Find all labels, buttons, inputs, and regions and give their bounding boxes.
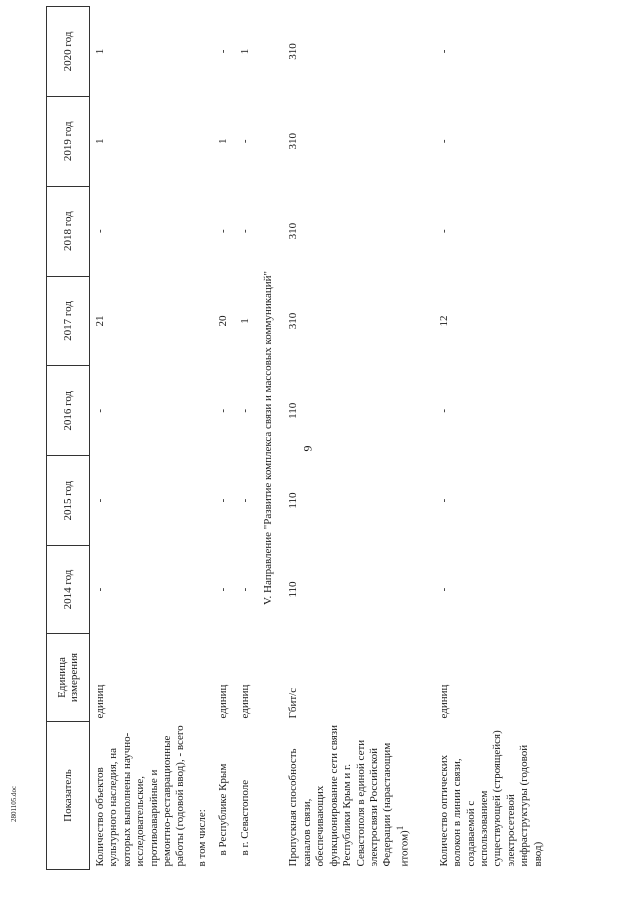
row-label-text: Пропускная способность каналов связи, обеспечивающих функционирование сети связи Республики Крым и г. Севастополя в единой сети электросвязи Российской Федерации (нарастающим итогом)	[287, 724, 411, 867]
row-value: -	[238, 139, 251, 144]
indicators-table	[46, 6, 549, 870]
header-year: 2019 год	[47, 96, 90, 186]
row-unit: единиц	[217, 684, 230, 719]
table-row	[213, 7, 234, 870]
row-label: Количество оптических волокон в линии связи, создаваемой с использованием существующей (строящейся) электросетевой инфраструктуры (годовой ввод)	[437, 730, 544, 867]
header-year: 2018 год	[47, 186, 90, 276]
footnote-marker: 1	[394, 825, 405, 831]
page-number: 9	[300, 445, 315, 452]
row-value: -	[94, 229, 106, 233]
row-value: 310	[287, 133, 300, 150]
row-value: 110	[287, 581, 300, 598]
header-year: 2017 год	[47, 276, 90, 366]
row-value: -	[437, 587, 450, 592]
table-row	[434, 7, 549, 870]
row-value	[192, 7, 213, 97]
row-value: -	[437, 49, 450, 54]
table-header	[47, 7, 90, 870]
row-value: 12	[437, 315, 450, 327]
row-value	[192, 96, 213, 186]
row-label: Количество объектов культурного наследия, на которых выполнены научно-исследовательские, противоаварийные и ремонтно-реставрационные работы (годовой ввод), - всего	[94, 725, 187, 867]
row-value: -	[238, 587, 251, 592]
row-unit: единиц	[437, 684, 450, 719]
row-label: в Республике Крым	[217, 763, 230, 856]
row-value: -	[437, 229, 450, 233]
row-value: -	[437, 139, 450, 144]
row-value: 110	[287, 492, 300, 509]
row-value	[192, 186, 213, 276]
row-value: 1	[94, 48, 106, 55]
header-year: 2014 год	[47, 546, 90, 634]
row-value: -	[94, 587, 106, 592]
row-value: -	[217, 229, 230, 233]
row-value	[192, 366, 213, 456]
row-value: -	[238, 408, 251, 413]
row-value: -	[217, 408, 230, 413]
header-year: 2015 год	[47, 456, 90, 546]
header-indicator: Показатель	[47, 722, 90, 870]
row-value: -	[217, 587, 230, 592]
row-value: 21	[94, 315, 106, 327]
section-heading-row	[256, 7, 283, 870]
header-unit: Единица измерения	[47, 634, 90, 722]
spacer-row	[416, 7, 434, 870]
row-unit: Гбит/с	[287, 687, 300, 719]
row-unit	[192, 634, 213, 722]
table-row	[235, 7, 256, 870]
row-value	[192, 456, 213, 546]
table-row	[90, 7, 192, 870]
row-value: -	[437, 498, 450, 503]
rotated-page	[46, 6, 594, 870]
row-value: -	[238, 229, 251, 233]
row-value: 1	[238, 48, 251, 55]
row-label: в г. Севастополе	[238, 779, 251, 856]
row-value: -	[437, 408, 450, 413]
row-value: 310	[287, 222, 300, 240]
row-value: 1	[238, 318, 251, 324]
row-value: -	[217, 49, 230, 54]
row-value: 20	[217, 315, 230, 327]
row-value: 110	[287, 402, 300, 419]
header-year: 2020 год	[47, 7, 90, 97]
row-value: -	[217, 498, 230, 503]
row-value: 310	[287, 312, 300, 330]
row-label: в том числе:	[195, 809, 208, 867]
table-row	[192, 7, 213, 870]
footer-file-code: 2801105.doc	[10, 785, 18, 822]
row-value: 310	[287, 43, 300, 60]
table-row	[283, 7, 415, 870]
row-value: 1	[217, 138, 230, 145]
row-label	[283, 722, 415, 870]
row-value: -	[94, 408, 106, 413]
row-unit: единиц	[238, 684, 251, 719]
row-value: -	[238, 498, 251, 503]
header-year: 2016 год	[47, 366, 90, 456]
spacer-cell	[416, 7, 434, 870]
row-value: 1	[94, 138, 106, 145]
row-value	[192, 276, 213, 366]
row-value	[192, 546, 213, 634]
row-unit: единиц	[94, 684, 106, 719]
section-title: V. Направление "Развитие комплекса связи и массовых коммуникаций"	[262, 270, 275, 606]
row-value: -	[94, 498, 106, 503]
